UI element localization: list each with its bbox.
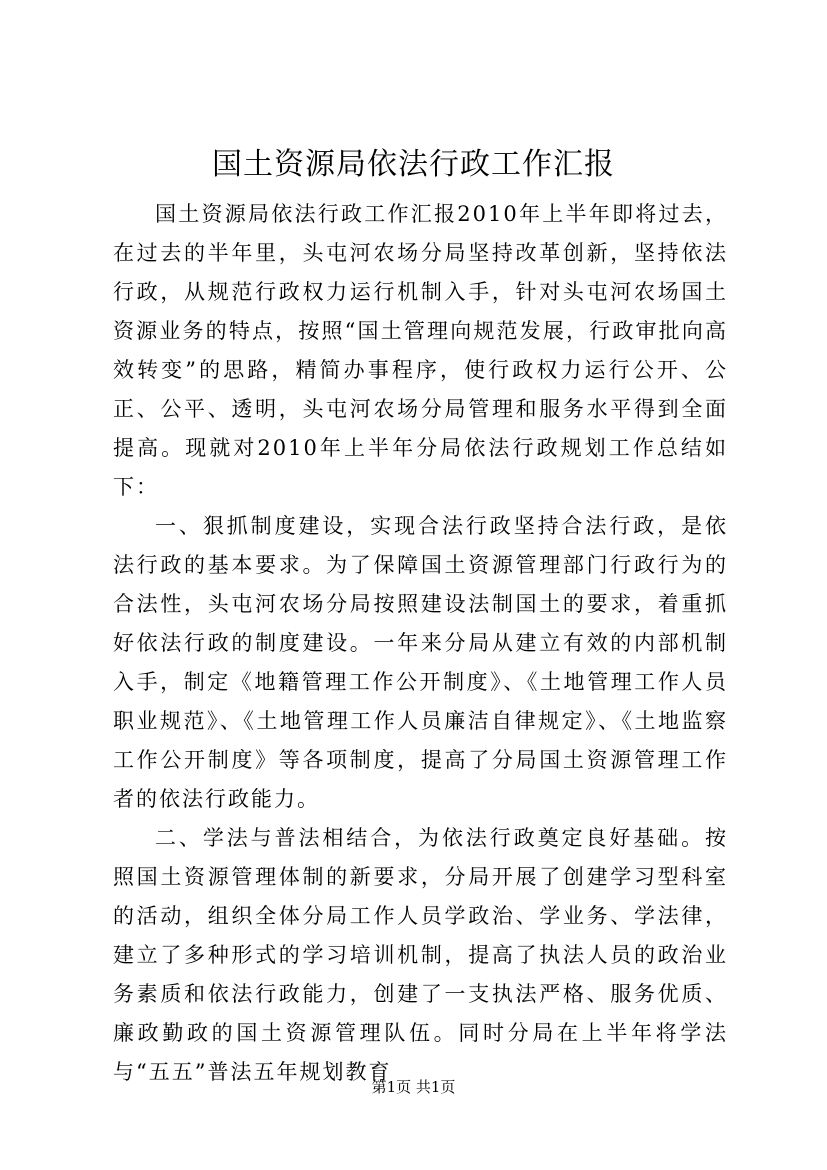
page-number-footer: 第1页 共1页 xyxy=(371,1078,456,1096)
document-body xyxy=(113,195,728,1092)
paragraph-section-two: 二、学法与普法相结合，为依法行政奠定良好基础。按照国土资源管理体制的新要求，分局开展了创建学习型科室的活动，组织全体分局工作人员学政治、学业务、学法律，建立了多种形式的学习培训机制，提高了执法人员的政治业务素质和依法行政能力，创建了一支执法严格、服务优质、廉政勤政的国土资源管理队伍。同时分局在上半年将学法与“五五”普法五年规划教育 xyxy=(113,826,728,1084)
paragraph-section-one: 一、狠抓制度建设，实现合法行政坚持合法行政，是依法行政的基本要求。为了保障国土资源管理部门行政行为的合法性，头屯河农场分局按照建设法制国土的要求，着重抓好依法行政的制度建设。一年来分局从建立有效的内部机制入手，制定《地籍管理工作公开制度》、《土地管理工作人员职业规范》、《土地管理工作人员廉洁自律规定》、《土地监察工作公开制度》等各项制度，提高了分局国土资源管理工作者的依法行政能力。 xyxy=(113,514,728,811)
document-title: 国土资源局依法行政工作汇报 xyxy=(212,147,615,182)
paragraph-intro: 国土资源局依法行政工作汇报2010年上半年即将过去，在过去的半年里，头屯河农场分局坚持改革创新，坚持依法行政，从规范行政权力运行机制入手，针对头屯河农场国土资源业务的特点，按照“国土管理向规范发展，行政审批向高效转变”的思路，精简办事程序，使行政权力运行公开、公正、公平、透明，头屯河农场分局管理和服务水平得到全面提高。现就对2010年上半年分局依法行政规划工作总结如下： xyxy=(113,202,728,499)
